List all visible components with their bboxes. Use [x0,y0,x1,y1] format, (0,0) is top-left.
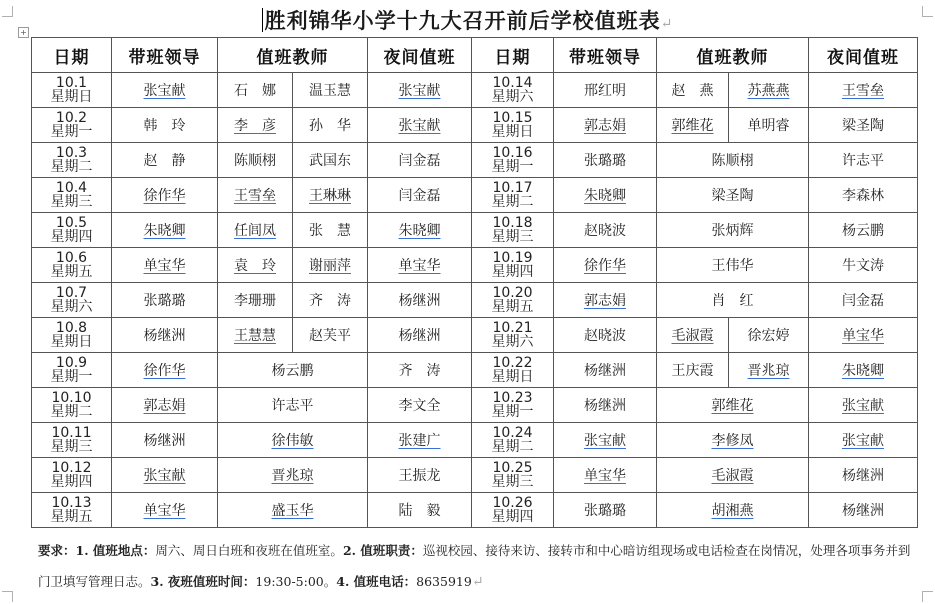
teacher-cell[interactable] [657,108,729,143]
weekday-text: 星期六 [491,89,534,105]
person-name: 李 彦 [234,118,276,134]
teacher-cell[interactable] [218,108,293,143]
person-name: 张宝献 [842,433,884,449]
date-cell[interactable] [32,318,112,353]
header-teacher-2: 值班教师 [657,38,809,73]
page-corner-mark-br [922,591,933,602]
person-name: 闫金磊 [398,188,441,204]
night-duty-cell[interactable] [368,423,472,458]
person-name: 任闾凤 [234,223,276,239]
teacher-cell[interactable] [729,73,809,108]
night-duty-cell[interactable] [368,458,472,493]
date-text: 10.26 [492,495,533,511]
header-leader-1: 带班领导 [112,38,218,73]
teacher-cell[interactable] [657,318,729,353]
person-name: 张璐璐 [584,153,626,169]
leader-cell[interactable] [554,318,657,353]
person-name: 李珊珊 [234,293,276,309]
weekday-text: 星期一 [50,124,93,140]
person-name: 郭志娟 [584,293,626,309]
person-name: 杨继洲 [398,293,441,309]
date-cell[interactable] [32,283,112,318]
date-text: 10.2 [55,110,88,126]
person-name: 王雪垒 [234,188,276,204]
date-cell[interactable] [32,458,112,493]
weekday-text: 星期日 [50,334,93,350]
paragraph-mark-icon: ↵ [660,16,674,32]
person-name: 温玉慧 [309,83,351,99]
teacher-cell[interactable] [218,388,368,423]
person-name: 盛玉华 [271,503,314,519]
leader-cell[interactable] [554,353,657,388]
duty-label: 2. 值班职责： [342,543,423,558]
person-name: 晋兆琼 [271,468,314,484]
paragraph-mark-icon: ↵ [471,574,484,590]
leader-cell[interactable] [112,143,218,178]
teacher-cell[interactable] [218,143,293,178]
leader-cell[interactable] [554,248,657,283]
person-name: 晋兆琼 [747,363,790,379]
leader-cell[interactable] [554,178,657,213]
table-row [32,108,918,143]
date-text: 10.20 [492,285,533,301]
date-cell[interactable] [32,248,112,283]
weekday-text: 星期日 [491,369,534,385]
person-name: 王雪垒 [842,83,884,99]
person-name: 邢红明 [584,83,626,99]
teacher-cell[interactable] [293,108,368,143]
teacher-cell[interactable] [218,458,368,493]
weekday-text: 星期四 [50,229,93,245]
person-name: 杨继洲 [584,398,626,414]
teacher-cell[interactable] [657,213,809,248]
leader-cell[interactable] [554,108,657,143]
duty-roster-table[interactable] [31,37,918,528]
date-cell[interactable] [472,458,554,493]
person-name: 杨继洲 [398,328,441,344]
title-text: 胜利锦华小学十九大召开前后学校值班表 [264,8,661,33]
person-name: 陈顺栩 [711,153,754,169]
place-text: 周六、周日白班和夜班在值班室。 [155,543,343,558]
weekday-text: 星期五 [50,509,93,525]
table-move-handle-icon[interactable]: + [18,27,29,38]
person-name: 张璐璐 [143,293,186,309]
night-duty-cell[interactable] [368,283,472,318]
person-name: 单宝华 [842,328,884,344]
person-name: 梁圣陶 [711,188,754,204]
page-corner-mark-bl [2,591,13,602]
date-cell[interactable] [472,213,554,248]
weekday-text: 星期六 [50,299,93,315]
date-cell[interactable] [32,108,112,143]
person-name: 张建广 [398,433,441,449]
teacher-cell[interactable] [293,283,368,318]
date-cell[interactable] [472,143,554,178]
person-name: 郭维花 [671,118,714,134]
teacher-cell[interactable] [657,143,809,178]
date-text: 10.25 [492,460,533,476]
leader-cell[interactable] [554,283,657,318]
date-text: 10.11 [51,425,92,441]
date-cell[interactable] [472,73,554,108]
phone-label: 4. 值班电话： [336,574,417,589]
teacher-cell[interactable] [729,318,809,353]
leader-cell[interactable] [554,73,657,108]
weekday-text: 星期二 [491,194,534,210]
leader-cell[interactable] [554,388,657,423]
person-name: 闫金磊 [842,293,884,309]
teacher-cell[interactable] [218,283,293,318]
header-teacher-1: 值班教师 [218,38,368,73]
person-name: 许志平 [842,153,884,169]
weekday-text: 星期三 [50,194,93,210]
header-date-1: 日期 [32,38,112,73]
table-row [32,423,918,458]
weekday-text: 星期三 [491,229,534,245]
night-duty-cell[interactable] [809,73,918,108]
table-row [32,283,918,318]
night-duty-cell[interactable] [809,423,918,458]
person-name: 张璐璐 [584,503,626,519]
place-label: 1. 值班地点： [75,543,156,558]
requirements-paragraph[interactable] [38,535,918,598]
person-name: 韩 玲 [143,118,186,134]
night-duty-cell[interactable] [809,283,918,318]
person-name: 单宝华 [143,503,186,519]
date-text: 10.6 [55,250,88,266]
weekday-text: 星期日 [491,124,534,140]
weekday-text: 星期五 [50,264,93,280]
person-name: 张宝献 [584,433,626,449]
date-cell[interactable] [32,143,112,178]
table-row [32,213,918,248]
teacher-cell[interactable] [657,248,809,283]
night-duty-cell[interactable] [368,353,472,388]
date-cell[interactable] [32,353,112,388]
person-name: 徐作华 [143,188,186,204]
table-row [32,388,918,423]
date-cell[interactable] [472,178,554,213]
person-name: 毛淑霞 [671,328,714,344]
teacher-cell[interactable] [218,213,293,248]
person-name: 赵 燕 [671,83,714,99]
requirements-label: 要求： [38,543,76,558]
teacher-cell[interactable] [218,73,293,108]
teacher-cell[interactable] [293,73,368,108]
person-name: 王庆霞 [671,363,714,379]
night-duty-cell[interactable] [809,178,918,213]
leader-cell[interactable] [112,213,218,248]
person-name: 陈顺栩 [234,153,276,169]
person-name: 张炳辉 [711,223,754,239]
night-duty-cell[interactable] [368,178,472,213]
leader-cell[interactable] [554,423,657,458]
person-name: 张宝献 [143,468,186,484]
leader-cell[interactable] [112,353,218,388]
teacher-cell[interactable] [218,493,368,528]
person-name: 武国东 [309,153,351,169]
night-duty-cell[interactable] [368,73,472,108]
date-text: 10.5 [55,215,88,231]
person-name: 闫金磊 [398,153,441,169]
teacher-cell[interactable] [218,248,293,283]
table-row [32,493,918,528]
header-leader-2: 带班领导 [554,38,657,73]
person-name: 梁圣陶 [842,118,884,134]
person-name: 单明睿 [747,118,790,134]
leader-cell[interactable] [554,143,657,178]
weekday-text: 星期五 [491,299,534,315]
person-name: 张宝献 [143,83,186,99]
header-night-2: 夜间值班 [809,38,918,73]
person-name: 王慧慧 [234,328,276,344]
leader-cell[interactable] [554,213,657,248]
date-cell[interactable] [32,388,112,423]
table-row [32,73,918,108]
person-name: 朱晓卿 [398,223,441,239]
teacher-cell[interactable] [729,108,809,143]
teacher-cell[interactable] [293,213,368,248]
teacher-cell[interactable] [293,178,368,213]
leader-cell[interactable] [554,458,657,493]
date-cell[interactable] [32,178,112,213]
weekday-text: 星期一 [491,159,534,175]
person-name: 谢丽萍 [309,258,351,274]
person-name: 杨继洲 [842,468,884,484]
teacher-cell[interactable] [293,143,368,178]
date-cell[interactable] [472,388,554,423]
date-text: 10.16 [492,145,533,161]
date-cell[interactable] [32,423,112,458]
person-name: 张 慧 [309,223,351,239]
night-duty-cell[interactable] [809,143,918,178]
leader-cell[interactable] [112,73,218,108]
person-name: 齐 涛 [309,293,351,309]
person-name: 朱晓卿 [143,223,186,239]
date-cell[interactable] [472,493,554,528]
weekday-text: 星期日 [50,89,93,105]
teacher-cell[interactable] [293,248,368,283]
header-row [32,38,918,73]
weekday-text: 星期四 [491,509,534,525]
teacher-cell[interactable] [657,353,729,388]
teacher-cell[interactable] [657,458,809,493]
person-name: 毛淑霞 [711,468,754,484]
header-date-2: 日期 [472,38,554,73]
header-night-1: 夜间值班 [368,38,472,73]
weekday-text: 星期一 [50,369,93,385]
person-name: 王琳琳 [309,188,351,204]
person-name: 张宝献 [398,83,441,99]
date-text: 10.1 [55,75,88,91]
night-duty-cell[interactable] [809,213,918,248]
night-duty-cell[interactable] [368,143,472,178]
date-text: 10.7 [55,285,88,301]
person-name: 胡湘燕 [711,503,754,519]
leader-cell[interactable] [112,388,218,423]
person-name: 肖 红 [711,293,754,309]
person-name: 孙 华 [309,118,351,134]
night-duty-cell[interactable] [368,493,472,528]
person-name: 许志平 [271,398,314,414]
table-row [32,143,918,178]
teacher-cell[interactable] [657,388,809,423]
person-name: 杨继洲 [584,363,626,379]
person-name: 王伟华 [711,258,754,274]
person-name: 袁 玲 [234,258,276,274]
date-text: 10.15 [492,110,533,126]
weekday-text: 星期二 [491,439,534,455]
person-name: 郭志娟 [143,398,186,414]
person-name: 杨云鹏 [842,223,884,239]
person-name: 齐 涛 [398,363,441,379]
date-cell[interactable] [472,248,554,283]
person-name: 张宝献 [398,118,441,134]
leader-cell[interactable] [112,493,218,528]
date-cell[interactable] [472,423,554,458]
person-name: 徐作华 [143,363,186,379]
person-name: 杨云鹏 [271,363,314,379]
teacher-cell[interactable] [218,178,293,213]
person-name: 赵 静 [143,153,186,169]
table-row [32,458,918,493]
person-name: 李修凤 [711,433,754,449]
night-duty-cell[interactable] [809,388,918,423]
person-name: 赵晓波 [584,223,626,239]
night-duty-cell[interactable] [809,493,918,528]
person-name: 石 娜 [234,83,276,99]
teacher-cell[interactable] [657,178,809,213]
teacher-cell[interactable] [657,73,729,108]
weekday-text: 星期一 [491,404,534,420]
leader-cell[interactable] [112,283,218,318]
teacher-cell[interactable] [293,318,368,353]
person-name: 赵芙平 [309,328,351,344]
duty-text: 巡视校园、接待来访、接转市和中心暗访组现场或电话检查在岗情况，处理各项事务并到门卫填写管理日志。 [38,543,911,589]
text-cursor [262,8,263,32]
weekday-text: 星期二 [50,159,93,175]
night-duty-cell[interactable] [368,388,472,423]
date-text: 10.3 [55,145,88,161]
date-text: 10.8 [55,320,88,336]
leader-cell[interactable] [554,493,657,528]
date-text: 10.17 [492,180,533,196]
person-name: 徐伟敏 [271,433,314,449]
person-name: 苏燕燕 [747,83,790,99]
person-name: 陆 毅 [398,503,441,519]
person-name: 杨继洲 [842,503,884,519]
phone-text: 8635919 [416,574,472,589]
date-cell[interactable] [32,493,112,528]
night-duty-cell[interactable] [809,458,918,493]
weekday-text: 星期三 [50,439,93,455]
night-duty-cell[interactable] [809,108,918,143]
date-cell[interactable] [472,353,554,388]
leader-cell[interactable] [112,178,218,213]
table-row [32,248,918,283]
person-name: 杨继洲 [143,328,186,344]
night-duty-cell[interactable] [368,248,472,283]
date-cell[interactable] [472,318,554,353]
date-text: 10.4 [55,180,88,196]
night-time-label: 3. 夜班值班时间： [150,574,256,589]
night-duty-cell[interactable] [809,318,918,353]
night-duty-cell[interactable] [368,318,472,353]
leader-cell[interactable] [112,458,218,493]
night-duty-cell[interactable] [809,353,918,388]
weekday-text: 星期四 [50,474,93,490]
teacher-cell[interactable] [218,423,368,458]
date-text: 10.23 [492,390,533,406]
document-title[interactable] [0,5,935,35]
person-name: 单宝华 [584,468,626,484]
leader-cell[interactable] [112,108,218,143]
leader-cell[interactable] [112,248,218,283]
person-name: 郭志娟 [584,118,626,134]
table-row [32,178,918,213]
date-cell[interactable] [472,283,554,318]
teacher-cell[interactable] [657,493,809,528]
person-name: 牛文涛 [842,258,884,274]
date-text: 10.13 [51,495,92,511]
weekday-text: 星期三 [491,474,534,490]
date-text: 10.12 [51,460,92,476]
person-name: 朱晓卿 [584,188,626,204]
date-text: 10.9 [55,355,88,371]
date-text: 10.14 [492,75,533,91]
person-name: 单宝华 [398,258,441,274]
teacher-cell[interactable] [657,423,809,458]
weekday-text: 星期六 [491,334,534,350]
person-name: 朱晓卿 [842,363,884,379]
weekday-text: 星期二 [50,404,93,420]
night-duty-cell[interactable] [368,108,472,143]
night-duty-cell[interactable] [809,248,918,283]
teacher-cell[interactable] [218,353,368,388]
night-duty-cell[interactable] [368,213,472,248]
person-name: 王振龙 [398,468,441,484]
person-name: 徐宏婷 [747,328,790,344]
person-name: 赵晓波 [584,328,626,344]
teacher-cell[interactable] [729,353,809,388]
table-row [32,318,918,353]
date-text: 10.21 [492,320,533,336]
person-name: 郭维花 [711,398,754,414]
person-name: 李森林 [842,188,884,204]
night-time-text: 19:30-5:00。 [255,574,337,589]
teacher-cell[interactable] [657,283,809,318]
date-cell[interactable] [32,213,112,248]
date-cell[interactable] [472,108,554,143]
person-name: 李文全 [398,398,441,414]
person-name: 张宝献 [842,398,884,414]
date-text: 10.18 [492,215,533,231]
date-cell[interactable] [32,73,112,108]
weekday-text: 星期四 [491,264,534,280]
leader-cell[interactable] [112,423,218,458]
teacher-cell[interactable] [218,318,293,353]
person-name: 杨继洲 [143,433,186,449]
date-text: 10.10 [51,390,92,406]
date-text: 10.22 [492,355,533,371]
person-name: 徐作华 [584,258,626,274]
leader-cell[interactable] [112,318,218,353]
date-text: 10.24 [492,425,533,441]
person-name: 单宝华 [143,258,186,274]
date-text: 10.19 [492,250,533,266]
table-row [32,353,918,388]
